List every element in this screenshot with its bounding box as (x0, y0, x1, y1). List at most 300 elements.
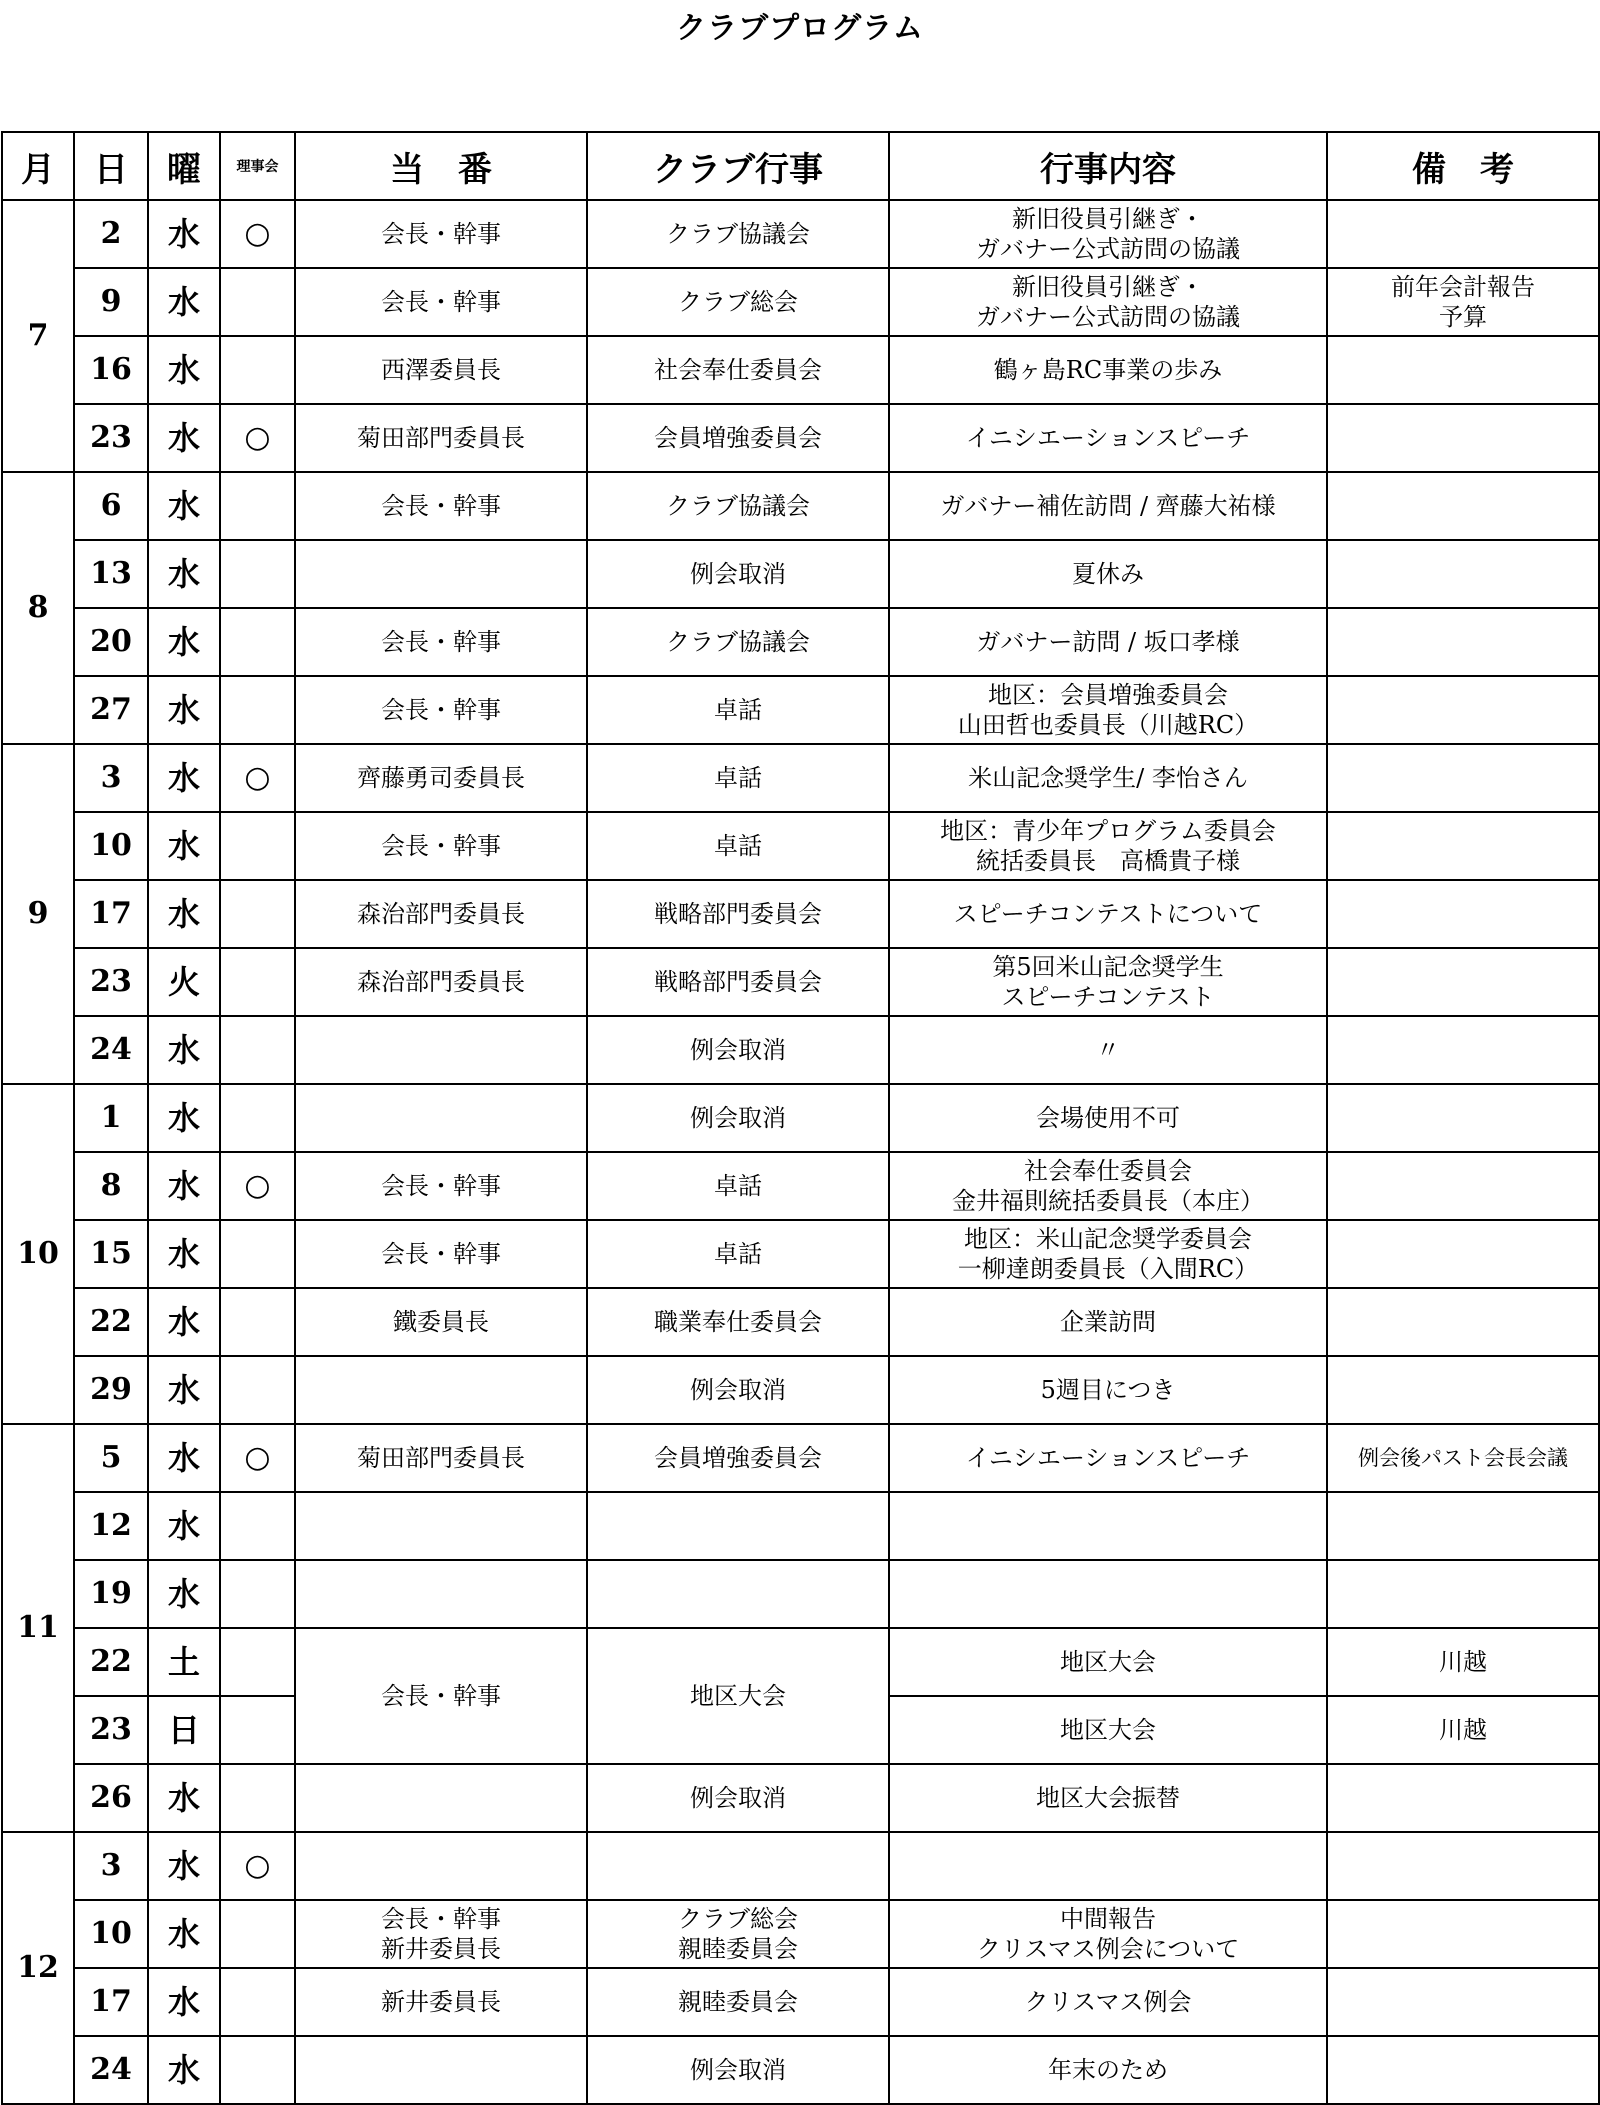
note-cell (1327, 1220, 1599, 1288)
cell-line: 会長・幹事 (381, 832, 501, 860)
note-cell (1327, 268, 1599, 336)
cell-line: 菊田部門委員長 (357, 424, 525, 452)
weekday-cell: 土 (148, 1628, 220, 1696)
day-cell: 10 (74, 812, 148, 880)
cell-line: 森治部門委員長 (357, 968, 525, 996)
day-cell: 17 (74, 1968, 148, 2036)
content-cell (889, 1764, 1327, 1832)
note-cell (1327, 2036, 1599, 2104)
content-cell (889, 472, 1327, 540)
board-meeting-cell: ○ (220, 200, 295, 268)
table-row (2, 948, 1599, 1016)
note-cell (1327, 1152, 1599, 1220)
cell-line: 地区：会員増強委員会 (988, 681, 1228, 709)
content-cell (889, 1084, 1327, 1152)
content-cell (889, 1560, 1327, 1628)
duty-cell (295, 1152, 587, 1220)
header-row (2, 132, 1599, 200)
header-weekday: 曜 (148, 132, 220, 200)
day-cell: 8 (74, 1152, 148, 1220)
board-meeting-cell: ○ (220, 1152, 295, 1220)
table-row (2, 1492, 1599, 1560)
duty-cell (295, 1900, 587, 1968)
note-cell (1327, 1900, 1599, 1968)
cell-line: 新旧役員引継ぎ・ (1012, 273, 1204, 301)
board-meeting-cell (220, 812, 295, 880)
note-cell (1327, 1016, 1599, 1084)
content-cell (889, 1220, 1327, 1288)
event-cell (587, 1288, 889, 1356)
duty-cell (295, 1832, 587, 1900)
weekday-cell: 水 (148, 1084, 220, 1152)
cell-line: クラブ協議会 (666, 220, 810, 248)
content-cell (889, 1016, 1327, 1084)
content-cell (889, 812, 1327, 880)
cell-line: 一柳達朗委員長（入間RC） (957, 1255, 1259, 1283)
day-cell: 26 (74, 1764, 148, 1832)
weekday-cell: 水 (148, 1220, 220, 1288)
content-cell (889, 2036, 1327, 2104)
content-cell (889, 880, 1327, 948)
cell-line: イニシエーションスピーチ (965, 1444, 1251, 1472)
note-cell (1327, 1832, 1599, 1900)
day-cell: 12 (74, 1492, 148, 1560)
day-cell: 20 (74, 608, 148, 676)
day-cell: 23 (74, 948, 148, 1016)
event-cell (587, 336, 889, 404)
event-cell (587, 268, 889, 336)
table-row (2, 812, 1599, 880)
day-cell: 10 (74, 1900, 148, 1968)
weekday-cell: 水 (148, 676, 220, 744)
cell-line: 5週目につき (1040, 1376, 1176, 1404)
table-row (2, 1560, 1599, 1628)
weekday-cell: 水 (148, 1424, 220, 1492)
event-cell (587, 1560, 889, 1628)
cell-line: クラブ総会 (678, 1905, 798, 1933)
cell-line: 卓話 (714, 832, 762, 860)
cell-line: クリスマス例会 (1024, 1988, 1192, 2016)
note-cell (1327, 472, 1599, 540)
day-cell: 17 (74, 880, 148, 948)
cell-line: 地区大会 (1060, 1716, 1156, 1744)
duty-cell (295, 1220, 587, 1288)
duty-cell (295, 404, 587, 472)
cell-line: スピーチコンテストについて (953, 900, 1263, 928)
cell-line: 会長・幹事 (381, 220, 501, 248)
table-row (2, 2036, 1599, 2104)
board-meeting-cell (220, 1696, 295, 1764)
weekday-cell: 水 (148, 1968, 220, 2036)
weekday-cell: 水 (148, 1560, 220, 1628)
day-cell: 19 (74, 1560, 148, 1628)
table-row (2, 1084, 1599, 1152)
cell-line: 会長・幹事 (381, 628, 501, 656)
cell-line: 新旧役員引継ぎ・ (1012, 205, 1204, 233)
cell-line: ガバナー補佐訪問 / 齊藤大祐様 (940, 492, 1276, 520)
board-meeting-cell (220, 1560, 295, 1628)
event-cell (587, 2036, 889, 2104)
event-cell (587, 676, 889, 744)
cell-line: 山田哲也委員長（川越RC） (957, 711, 1259, 739)
header-day: 日 (74, 132, 148, 200)
weekday-cell: 水 (148, 1492, 220, 1560)
weekday-cell: 水 (148, 1900, 220, 1968)
day-cell: 23 (74, 404, 148, 472)
cell-line: イニシエーションスピーチ (965, 424, 1251, 452)
table-row (2, 1288, 1599, 1356)
board-meeting-cell (220, 1492, 295, 1560)
cell-line: 森治部門委員長 (357, 900, 525, 928)
duty-cell (295, 676, 587, 744)
cell-line: 会場使用不可 (1036, 1104, 1180, 1132)
cell-line: 新井委員長 (381, 1935, 501, 1963)
cell-line: 例会取消 (690, 1104, 786, 1132)
note-cell (1327, 1356, 1599, 1424)
duty-cell (295, 336, 587, 404)
cell-line: 卓話 (714, 1240, 762, 1268)
weekday-cell: 水 (148, 880, 220, 948)
cell-line: 会員増強委員会 (654, 424, 822, 452)
event-cell (587, 608, 889, 676)
header-board: 理事会 (220, 132, 295, 200)
cell-line: 齊藤勇司委員長 (357, 764, 525, 792)
table-row (2, 200, 1599, 268)
event-cell (587, 1900, 889, 1968)
header-event: クラブ行事 (587, 132, 889, 200)
note-cell (1327, 1424, 1599, 1492)
day-cell: 22 (74, 1628, 148, 1696)
cell-line: 鐵委員長 (393, 1308, 489, 1336)
day-cell: 16 (74, 336, 148, 404)
note-cell (1327, 540, 1599, 608)
content-cell (889, 1288, 1327, 1356)
day-cell: 2 (74, 200, 148, 268)
cell-line: 会長・幹事 (381, 1682, 501, 1710)
cell-line: 菊田部門委員長 (357, 1444, 525, 1472)
board-meeting-cell: ○ (220, 1832, 295, 1900)
cell-line: 社会奉仕委員会 (654, 356, 822, 384)
note-cell (1327, 744, 1599, 812)
day-cell: 24 (74, 2036, 148, 2104)
cell-line: 地区：米山記念奨学委員会 (964, 1225, 1252, 1253)
cell-line: クラブ総会 (678, 288, 798, 316)
day-cell: 22 (74, 1288, 148, 1356)
weekday-cell: 水 (148, 812, 220, 880)
content-cell (889, 744, 1327, 812)
content-cell (889, 676, 1327, 744)
table-row (2, 472, 1599, 540)
event-cell (587, 1424, 889, 1492)
cell-line: 中間報告 (1060, 1905, 1156, 1933)
note-cell (1327, 1764, 1599, 1832)
note-cell (1327, 880, 1599, 948)
weekday-cell: 水 (148, 472, 220, 540)
duty-cell (295, 268, 587, 336)
board-meeting-cell (220, 1016, 295, 1084)
month-cell: 9 (2, 744, 74, 1084)
content-cell (889, 404, 1327, 472)
board-meeting-cell (220, 472, 295, 540)
table-row (2, 1764, 1599, 1832)
cell-line: 卓話 (714, 696, 762, 724)
note-cell (1327, 404, 1599, 472)
event-cell (587, 812, 889, 880)
cell-line: 予算 (1439, 303, 1487, 331)
board-meeting-cell (220, 880, 295, 948)
month-cell: 12 (2, 1832, 74, 2104)
cell-line: 例会後パスト会長会議 (1358, 1446, 1568, 1470)
event-cell (587, 744, 889, 812)
cell-line: 親睦委員会 (678, 1988, 798, 2016)
note-cell (1327, 1968, 1599, 2036)
note-cell (1327, 676, 1599, 744)
board-meeting-cell (220, 336, 295, 404)
note-cell (1327, 948, 1599, 1016)
content-cell (889, 1424, 1327, 1492)
note-cell (1327, 812, 1599, 880)
event-cell (587, 200, 889, 268)
duty-cell (295, 1628, 587, 1764)
day-cell: 29 (74, 1356, 148, 1424)
content-cell (889, 268, 1327, 336)
duty-cell (295, 1968, 587, 2036)
weekday-cell: 日 (148, 1696, 220, 1764)
duty-cell (295, 1424, 587, 1492)
cell-line: 西澤委員長 (381, 356, 501, 384)
duty-cell (295, 1764, 587, 1832)
day-cell: 5 (74, 1424, 148, 1492)
header-content: 行事内容 (889, 132, 1327, 200)
cell-line: 会長・幹事 (381, 1240, 501, 1268)
event-cell (587, 880, 889, 948)
table-row (2, 404, 1599, 472)
cell-line: 会長・幹事 (381, 492, 501, 520)
board-meeting-cell (220, 1356, 295, 1424)
weekday-cell: 水 (148, 1764, 220, 1832)
duty-cell (295, 1016, 587, 1084)
cell-line: クリスマス例会について (976, 1935, 1240, 1963)
duty-cell (295, 2036, 587, 2104)
weekday-cell: 水 (148, 2036, 220, 2104)
cell-line: 米山記念奨学生/ 李怡さん (968, 764, 1248, 792)
board-meeting-cell (220, 1628, 295, 1696)
cell-line: 親睦委員会 (678, 1935, 798, 1963)
table-row (2, 1628, 1599, 1696)
content-cell (889, 608, 1327, 676)
day-cell: 13 (74, 540, 148, 608)
content-cell (889, 1492, 1327, 1560)
table-row (2, 1220, 1599, 1288)
event-cell (587, 404, 889, 472)
weekday-cell: 火 (148, 948, 220, 1016)
content-cell (889, 1696, 1327, 1764)
page-title: クラブプログラム (676, 11, 924, 46)
table-row (2, 1016, 1599, 1084)
cell-line: 地区大会振替 (1036, 1784, 1180, 1812)
program-body (2, 200, 1599, 2104)
table-row (2, 1356, 1599, 1424)
day-cell: 23 (74, 1696, 148, 1764)
content-cell (889, 200, 1327, 268)
duty-cell (295, 812, 587, 880)
cell-line: 戦略部門委員会 (654, 968, 822, 996)
board-meeting-cell (220, 948, 295, 1016)
table-row (2, 1152, 1599, 1220)
cell-line: ガバナー公式訪問の協議 (976, 235, 1240, 263)
board-meeting-cell (220, 1220, 295, 1288)
note-cell (1327, 608, 1599, 676)
day-cell: 3 (74, 744, 148, 812)
content-cell (889, 1832, 1327, 1900)
cell-line: 例会取消 (690, 560, 786, 588)
cell-line: 例会取消 (690, 1376, 786, 1404)
duty-cell (295, 1492, 587, 1560)
weekday-cell: 水 (148, 1356, 220, 1424)
program-table (1, 131, 1600, 2105)
event-cell (587, 1152, 889, 1220)
content-cell (889, 336, 1327, 404)
board-meeting-cell (220, 540, 295, 608)
cell-line: 卓話 (714, 764, 762, 792)
cell-line: 例会取消 (690, 1036, 786, 1064)
board-meeting-cell (220, 1764, 295, 1832)
cell-line: 川越 (1439, 1648, 1487, 1676)
note-cell (1327, 336, 1599, 404)
cell-line: 地区大会 (690, 1682, 786, 1710)
board-meeting-cell (220, 1288, 295, 1356)
cell-line: クラブ協議会 (666, 628, 810, 656)
table-row (2, 336, 1599, 404)
duty-cell (295, 744, 587, 812)
table-row (2, 676, 1599, 744)
cell-line: 金井福則統括委員長（本庄） (952, 1187, 1264, 1215)
cell-line: 職業奉仕委員会 (654, 1308, 822, 1336)
board-meeting-cell (220, 676, 295, 744)
board-meeting-cell (220, 1900, 295, 1968)
cell-line: 会長・幹事 (381, 288, 501, 316)
weekday-cell: 水 (148, 540, 220, 608)
day-cell: 6 (74, 472, 148, 540)
cell-line: 戦略部門委員会 (654, 900, 822, 928)
duty-cell (295, 948, 587, 1016)
day-cell: 15 (74, 1220, 148, 1288)
table-row (2, 540, 1599, 608)
weekday-cell: 水 (148, 1832, 220, 1900)
cell-line: 鶴ヶ島RC事業の歩み (993, 356, 1223, 384)
event-cell (587, 540, 889, 608)
content-cell (889, 1900, 1327, 1968)
cell-line: 統括委員長 高橋貴子様 (976, 847, 1240, 875)
cell-line: クラブ協議会 (666, 492, 810, 520)
event-cell (587, 948, 889, 1016)
weekday-cell: 水 (148, 608, 220, 676)
weekday-cell: 水 (148, 744, 220, 812)
event-cell (587, 472, 889, 540)
board-meeting-cell (220, 1968, 295, 2036)
month-cell: 8 (2, 472, 74, 744)
note-cell (1327, 200, 1599, 268)
board-meeting-cell (220, 2036, 295, 2104)
cell-line: ガバナー訪問 / 坂口孝様 (976, 628, 1240, 656)
note-cell (1327, 1492, 1599, 1560)
cell-line: 地区：青少年プログラム委員会 (940, 817, 1276, 845)
day-cell: 27 (74, 676, 148, 744)
event-cell (587, 1628, 889, 1764)
day-cell: 9 (74, 268, 148, 336)
cell-line: 社会奉仕委員会 (1024, 1157, 1192, 1185)
duty-cell (295, 472, 587, 540)
cell-line: 前年会計報告 (1391, 273, 1535, 301)
weekday-cell: 水 (148, 404, 220, 472)
month-cell: 7 (2, 200, 74, 472)
table-row (2, 608, 1599, 676)
cell-line: 例会取消 (690, 1784, 786, 1812)
cell-line: 例会取消 (690, 2056, 786, 2084)
content-cell (889, 1152, 1327, 1220)
event-cell (587, 1220, 889, 1288)
note-cell (1327, 1288, 1599, 1356)
cell-line: 卓話 (714, 1172, 762, 1200)
content-cell (889, 1628, 1327, 1696)
cell-line: 会員増強委員会 (654, 1444, 822, 1472)
day-cell: 1 (74, 1084, 148, 1152)
cell-line: 地区大会 (1060, 1648, 1156, 1676)
weekday-cell: 水 (148, 1016, 220, 1084)
duty-cell (295, 880, 587, 948)
board-meeting-cell (220, 1084, 295, 1152)
table-row (2, 268, 1599, 336)
board-meeting-cell: ○ (220, 1424, 295, 1492)
month-cell: 11 (2, 1424, 74, 1832)
table-row (2, 1900, 1599, 1968)
event-cell (587, 1968, 889, 2036)
content-cell (889, 948, 1327, 1016)
event-cell (587, 1492, 889, 1560)
month-cell: 10 (2, 1084, 74, 1424)
cell-line: 第5回米山記念奨学生 (992, 953, 1224, 981)
cell-line: 新井委員長 (381, 1988, 501, 2016)
cell-line: 会長・幹事 (381, 696, 501, 724)
weekday-cell: 水 (148, 268, 220, 336)
cell-line: 〃 (1096, 1036, 1120, 1064)
content-cell (889, 1356, 1327, 1424)
header-month: 月 (2, 132, 74, 200)
day-cell: 24 (74, 1016, 148, 1084)
table-row (2, 1832, 1599, 1900)
duty-cell (295, 1560, 587, 1628)
cell-line: 年末のため (1048, 2056, 1168, 2084)
weekday-cell: 水 (148, 336, 220, 404)
event-cell (587, 1356, 889, 1424)
note-cell (1327, 1560, 1599, 1628)
note-cell (1327, 1084, 1599, 1152)
event-cell (587, 1764, 889, 1832)
board-meeting-cell (220, 608, 295, 676)
event-cell (587, 1832, 889, 1900)
table-row (2, 744, 1599, 812)
header-duty: 当 番 (295, 132, 587, 200)
table-row (2, 1424, 1599, 1492)
cell-line: ガバナー公式訪問の協議 (976, 303, 1240, 331)
duty-cell (295, 608, 587, 676)
cell-line: スピーチコンテスト (1001, 983, 1215, 1011)
cell-line: 川越 (1439, 1716, 1487, 1744)
table-row (2, 880, 1599, 948)
board-meeting-cell: ○ (220, 744, 295, 812)
content-cell (889, 540, 1327, 608)
cell-line: 会長・幹事 (381, 1172, 501, 1200)
